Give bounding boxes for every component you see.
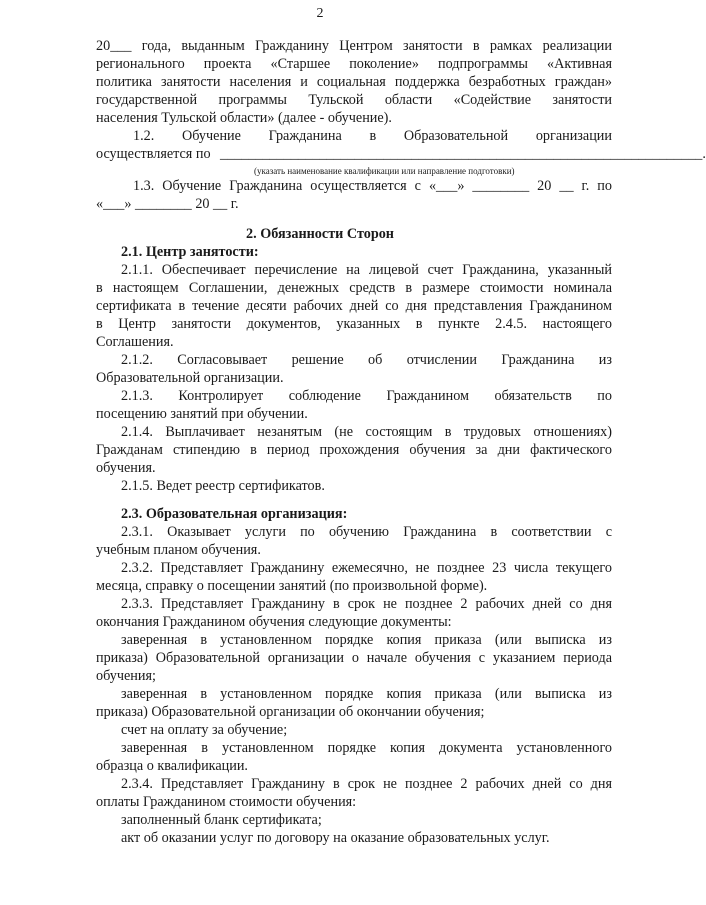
- text-line: регионального проекта «Старшее поколение» подпрограммы «Активная: [96, 56, 612, 72]
- text-line: 2.1.2. Согласовывает решение об отчислении Гражданина из: [121, 352, 612, 368]
- text-line: 2.3.1. Оказывает услуги по обучению Гражданина в соответствии с: [121, 524, 612, 540]
- text-line: 2.1.4. Выплачивает незанятым (не состоящим в трудовых отношениях): [121, 424, 612, 440]
- page-number: 2: [316, 6, 324, 21]
- subsection-heading: 2.1. Центр занятости:: [121, 244, 259, 260]
- text-line: посещению занятий при обучении.: [96, 406, 308, 422]
- section-heading: 2. Обязанности Сторон: [246, 226, 394, 242]
- text-line: 2.1.3. Контролирует соблюдение Гражданином обязательств по: [121, 388, 612, 404]
- text-line: заполненный бланк сертификата;: [121, 812, 322, 828]
- text-line: государственной программы Тульской области «Содействие занятости: [96, 92, 612, 108]
- text-line: 2.1.1. Обеспечивает перечисление на лицевой счет Гражданина, указанный: [121, 262, 612, 278]
- text-line: в Центр занятости документов, указанных в пункте 2.4.5. настоящего: [96, 316, 612, 332]
- text-line: приказа) Образовательной организации о начале обучения с указанием периода: [96, 650, 612, 666]
- text-line: Гражданам стипендию в период прохождения обучения за дни фактического: [96, 442, 612, 458]
- text-line: месяца, справку о посещении занятий (по произвольной форме).: [96, 578, 488, 594]
- text-line: приказа) Образовательной организации об окончании обучения;: [96, 704, 485, 720]
- text-line: заверенная в установленном порядке копия приказа (или выписка из: [121, 632, 612, 648]
- text-line: акт об оказании услуг по договору на оказание образовательных услуг.: [121, 830, 550, 846]
- text-line: учебным планом обучения.: [96, 542, 261, 558]
- text-line: обучения.: [96, 460, 156, 476]
- text-line: 1.2. Обучение Гражданина в Образовательной организации: [133, 128, 612, 144]
- subsection-heading: 2.3. Образовательная организация:: [121, 506, 348, 522]
- blank-line: ____________________________________________________________________.: [220, 146, 706, 162]
- text-line: Образовательной организации.: [96, 370, 284, 386]
- text-line: 2.1.5. Ведет реестр сертификатов.: [121, 478, 325, 494]
- text-line: осуществляется по: [96, 146, 211, 162]
- text-line: оплаты Гражданином стоимости обучения:: [96, 794, 357, 810]
- text-line: образца о квалификации.: [96, 758, 248, 774]
- text-line: Соглашения.: [96, 334, 174, 350]
- text-line: 2.3.2. Представляет Гражданину ежемесячно, не позднее 23 числа текущего: [121, 560, 612, 576]
- text-line: 2.3.4. Представляет Гражданину в срок не позднее 2 рабочих дней со дня: [121, 776, 612, 792]
- text-line: сертификата в течение десяти рабочих дней со дня представления Гражданином: [96, 298, 612, 314]
- text-line: населения Тульской области» (далее - обучение).: [96, 110, 392, 126]
- text-line: «___» ________ 20 __ г.: [96, 196, 239, 212]
- text-line: счет на оплату за обучение;: [121, 722, 288, 738]
- text-line: заверенная в установленном порядке копия документа установленного: [121, 740, 612, 756]
- text-line: заверенная в установленном порядке копия приказа (или выписка из: [121, 686, 612, 702]
- text-line: 1.3. Обучение Гражданина осуществляется с «___» ________ 20 __ г. по: [133, 178, 612, 194]
- text-line: окончания Гражданином обучения следующие документы:: [96, 614, 452, 630]
- text-line: 20___ года, выданным Гражданину Центром занятости в рамках реализации: [96, 38, 612, 54]
- hint-text: (указать наименование квалификации или направление подготовки): [254, 166, 515, 176]
- text-line: 2.3.3. Представляет Гражданину в срок не позднее 2 рабочих дней со дня: [121, 596, 612, 612]
- text-line: политика занятости населения и социальная поддержка безработных граждан»: [96, 74, 612, 90]
- text-line: обучения;: [96, 668, 156, 684]
- text-line: в настоящем Соглашении, денежных средств в размере стоимости номинала: [96, 280, 612, 296]
